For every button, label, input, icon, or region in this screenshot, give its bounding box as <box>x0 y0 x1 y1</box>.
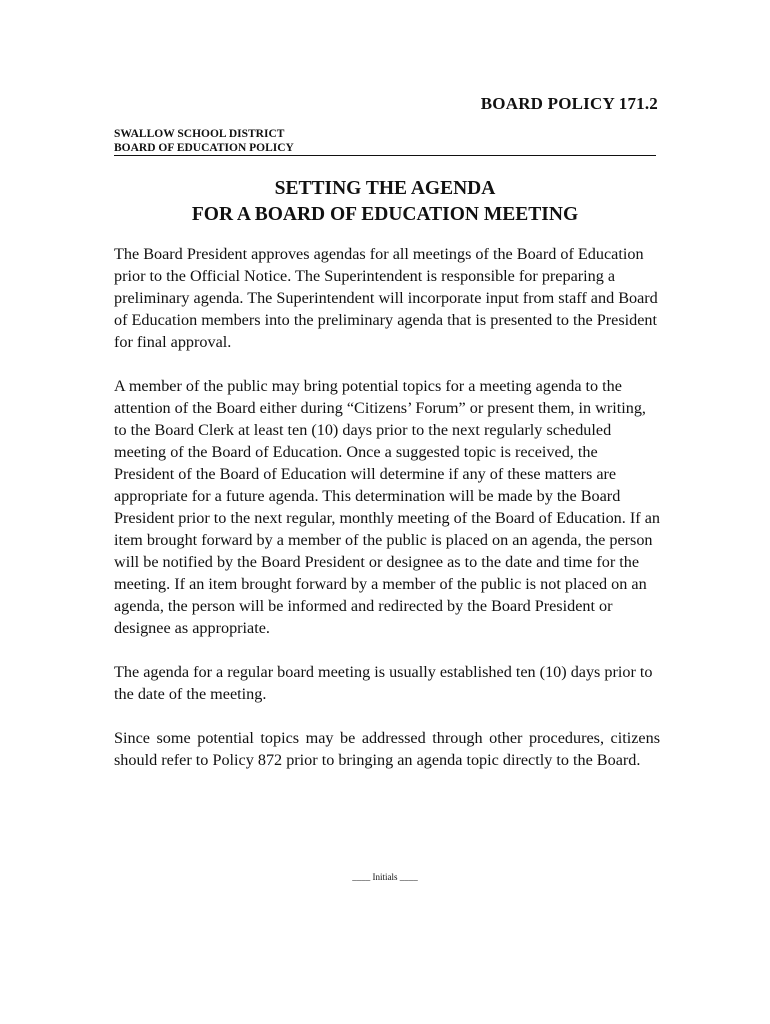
district-header <box>114 127 656 156</box>
paragraph-4 <box>114 727 660 771</box>
paragraph-text: Since some potential topics may be addressed through other procedures, citizens should refer to Policy 872 prior to bringing an agenda topic directly to the Board. <box>114 729 660 769</box>
paragraph-text: The agenda for a regular board meeting is usually established ten (10) days prior to the date of the meeting. <box>114 663 653 703</box>
paragraph-2 <box>114 375 660 639</box>
paragraph-text: A member of the public may bring potential topics for a meeting agenda to the attention of the Board either during “Citizens’ Forum” or present them, in writing, to the Board Clerk at least ten (10) days prior to the next regularly scheduled meeting of the Board of Education. Once a suggested topic is received, the President of the Board of Education will determine if any of these matters are appropriate for a future agenda. This determination will be made by the Board President prior to the next regular, monthly meeting of the Board of Education. If an item brought forward by a member of the public is placed on an agenda, the person will be notified by the Board President or designee as to the date and time for the meeting. If an item brought forward by a member of the public is not placed on an agenda, the person will be informed and redirected by the Board President or designee as appropriate. <box>114 377 660 637</box>
initials-footer: ____ Initials ____ <box>352 872 418 882</box>
district-name: SWALLOW SCHOOL DISTRICT <box>114 128 285 140</box>
paragraph-1 <box>114 243 660 353</box>
title-line-1: SETTING THE AGENDA <box>274 178 496 199</box>
paragraph-text: The Board President approves agendas for all meetings of the Board of Education prior to the Official Notice. The Superintendent is responsible for preparing a preliminary agenda. The Superintendent will incorporate input from staff and Board of Education members into the preliminary agenda that is presented to the President for final approval. <box>114 245 658 351</box>
title-line-2: FOR A BOARD OF EDUCATION MEETING <box>191 204 579 225</box>
policy-type: BOARD OF EDUCATION POLICY <box>114 141 656 156</box>
policy-number: BOARD POLICY 171.2 <box>480 94 658 113</box>
paragraph-3 <box>114 661 660 705</box>
document-title <box>0 176 770 228</box>
